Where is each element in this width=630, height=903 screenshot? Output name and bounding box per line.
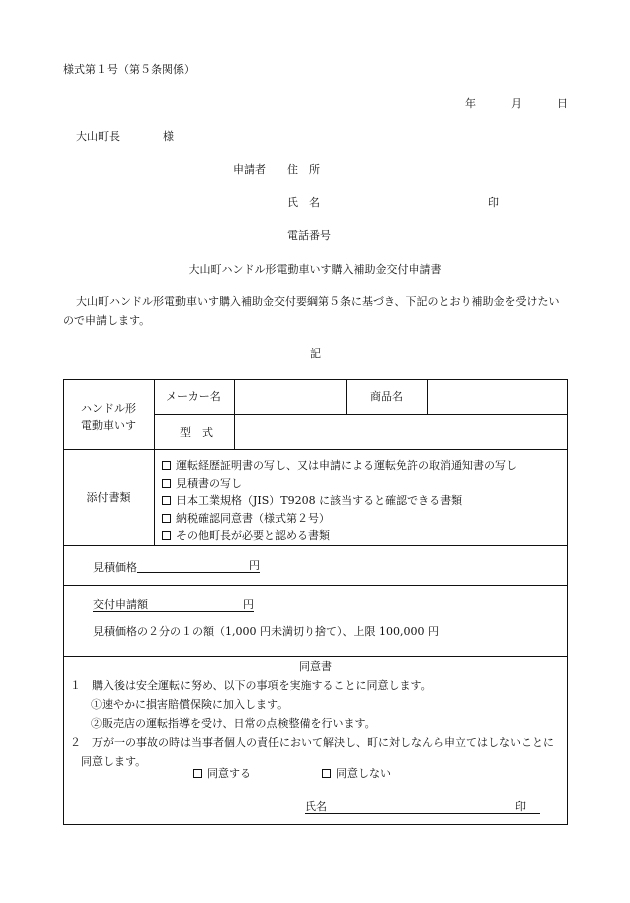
form-number: 様式第１号（第５条関係） [63,63,195,76]
grant-label: 交付申請額 [93,598,148,611]
intro-text-line1: 大山町ハンドル形電動車いす購入補助金交付要綱第５条に基づき、下記のとおり補助金を受けたい [76,295,560,308]
model-label: 型 式 [180,426,213,439]
agree-option[interactable]: 同意する [193,768,251,779]
applicant-seal: 印 [488,196,499,209]
checkbox[interactable] [162,461,171,470]
addressee-honorific: 様 [163,130,174,143]
phone-label: 電話番号 [287,229,331,242]
grant-row [93,599,254,612]
estimate-yen: 円 [249,559,260,572]
attachment-item[interactable]: その他町長が必要と認める書類 [162,527,517,545]
disagree-checkbox[interactable] [322,769,331,778]
checkbox[interactable] [162,514,171,523]
attachments-label: 添付書類 [86,491,131,504]
disagree-option[interactable]: 同意しない [322,768,391,779]
maker-label: メーカー名 [166,390,221,403]
estimate-value[interactable] [137,560,249,573]
checkbox[interactable] [162,496,171,505]
consent-item1-sub2: ②販売店の運転指導を受け、日常の点検整備を行います。 [91,717,376,730]
attachment-item[interactable]: 運転経歴証明書の写し、又は申請による運転免許の取消通知書の写し [162,457,517,475]
address-label: 住 所 [287,163,320,176]
ki-label: 記 [310,347,321,360]
estimate-label: 見積価格 [93,561,137,574]
consent-item2-line2: 同意します。 [81,755,147,768]
grant-note: 見積価格の２分の１の額（1,000 円未満切り捨て）、上限 100,000 円 [93,625,439,638]
attachment-item[interactable]: 納税確認同意書（様式第２号） [162,510,517,528]
consent-name-label: 氏名 [305,801,515,814]
attachment-item[interactable]: 日本工業規格（JIS）T9208 に該当すると確認できる書類 [162,492,517,510]
consent-item1: １ 購入後は安全運転に努め、以下の事項を実施することに同意します。 [70,679,432,692]
addressee: 大山町長 [76,130,120,143]
consent-signature [305,801,540,814]
consent-title: 同意書 [299,660,332,673]
date-month-label: 月 [511,97,522,110]
consent-item2-line1: ２ 万が一の事故の時は当事者個人の責任において解決し、町に対しなんら申立てはしないことに [70,736,554,749]
attachments-list [162,457,517,545]
checkbox[interactable] [162,479,171,488]
consent-item1-sub1: ①速やかに損害賠償保険に加入します。 [91,698,289,711]
date-day-label: 日 [557,97,568,110]
date-year-label: 年 [465,97,476,110]
name-label: 氏 名 [287,196,320,209]
product-label: 商品名 [370,390,403,403]
wheelchair-label: ハンドル形 電動車いす [81,402,136,432]
grant-value[interactable] [148,599,243,612]
consent-seal: 印 [515,801,540,814]
estimate-row [93,560,260,573]
grant-yen: 円 [243,598,254,611]
intro-text-line2: ので申請します。 [63,314,151,327]
agree-checkbox[interactable] [193,769,202,778]
checkbox[interactable] [162,531,171,540]
document-title: 大山町ハンドル形電動車いす購入補助金交付申請書 [188,263,442,276]
attachment-item[interactable]: 見積書の写し [162,475,517,493]
applicant-label: 申請者 [233,163,266,176]
